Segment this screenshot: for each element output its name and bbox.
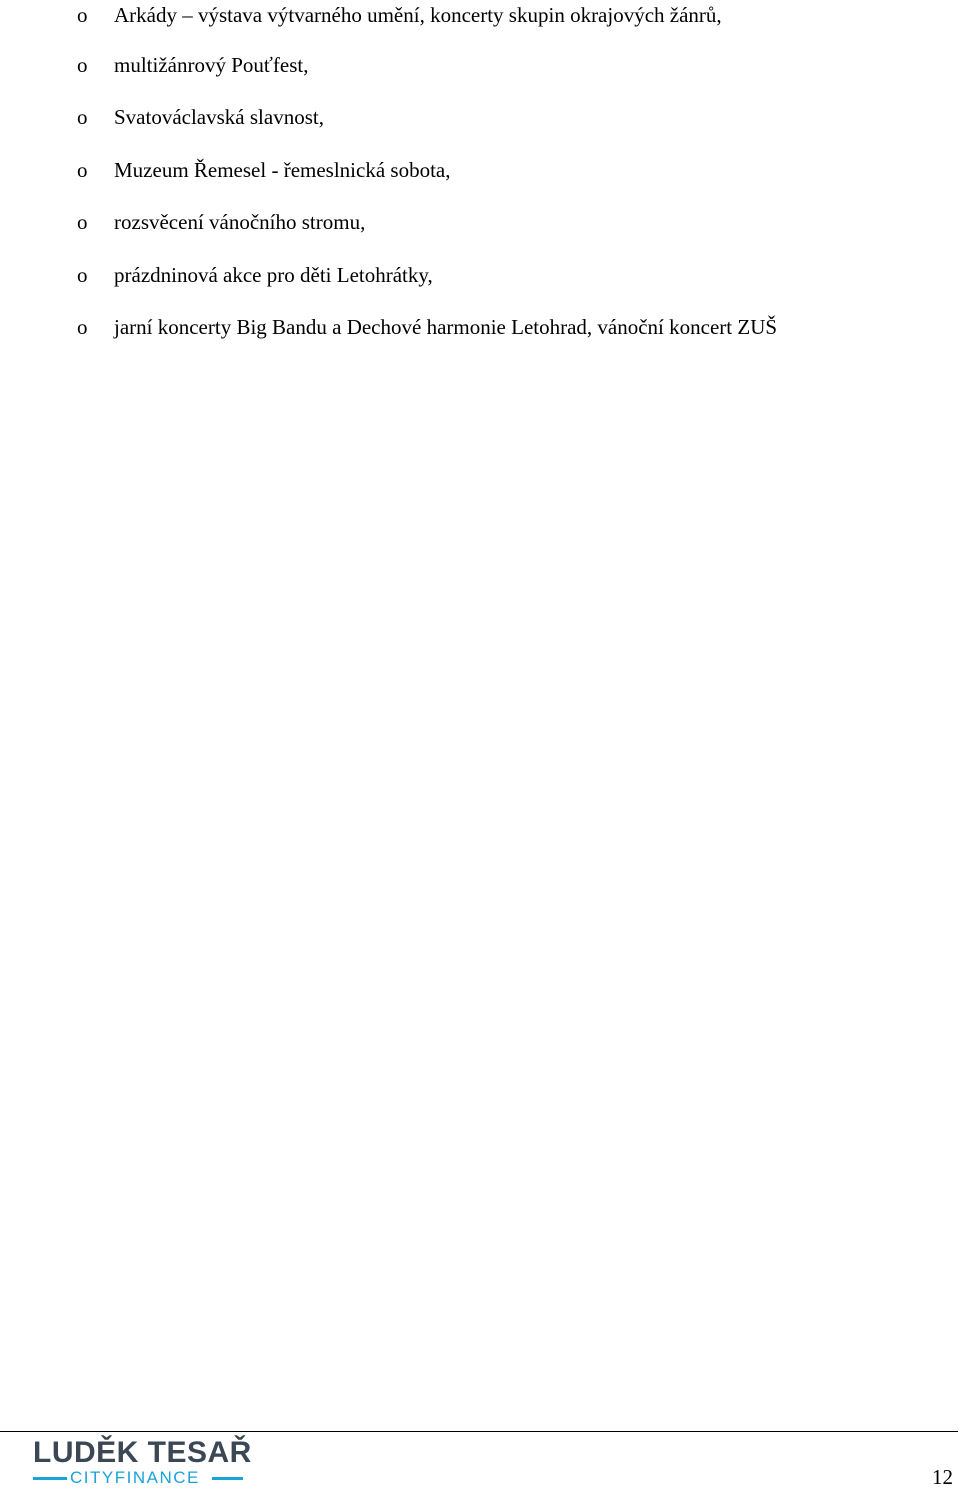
list-item <box>0 312 960 342</box>
bullet-marker: o <box>77 3 88 27</box>
bullet-marker: o <box>77 158 88 182</box>
footer-divider <box>0 1431 958 1432</box>
bullet-marker: o <box>77 210 88 234</box>
list-item <box>0 155 960 185</box>
list-item <box>0 50 960 80</box>
list-item-text: Svatováclavská slavnost, <box>114 105 324 129</box>
list-item-text: Arkády – výstava výtvarného umění, koncerty skupin okrajových žánrů, <box>114 3 722 27</box>
list-item-text: prázdninová akce pro děti Letohrátky, <box>114 263 433 287</box>
bullet-marker: o <box>77 53 88 77</box>
logo-subtitle-text: CITYFINANCE <box>70 1468 200 1487</box>
list-item <box>0 260 960 290</box>
list-item <box>0 0 960 30</box>
list-item-text: Muzeum Řemesel - řemeslnická sobota, <box>114 158 451 182</box>
bullet-marker: o <box>77 315 88 339</box>
list-item-text: jarní koncerty Big Bandu a Dechové harmonie Letohrad, vánoční koncert ZUŠ <box>114 315 778 339</box>
logo-accent-bar-right <box>212 1477 243 1480</box>
logo-accent-bar-left <box>33 1477 67 1480</box>
list-item <box>0 102 960 132</box>
list-item-text: rozsvěcení vánočního stromu, <box>114 210 366 234</box>
logo-name-text: LUDĚK TESAŘ <box>33 1436 252 1469</box>
list-item-text: multižánrový Pouťfest, <box>114 53 309 77</box>
list-item <box>0 207 960 237</box>
bullet-marker: o <box>77 263 88 287</box>
bullet-marker: o <box>77 105 88 129</box>
company-logo <box>33 1436 252 1488</box>
page-number: 12 <box>932 1465 953 1489</box>
